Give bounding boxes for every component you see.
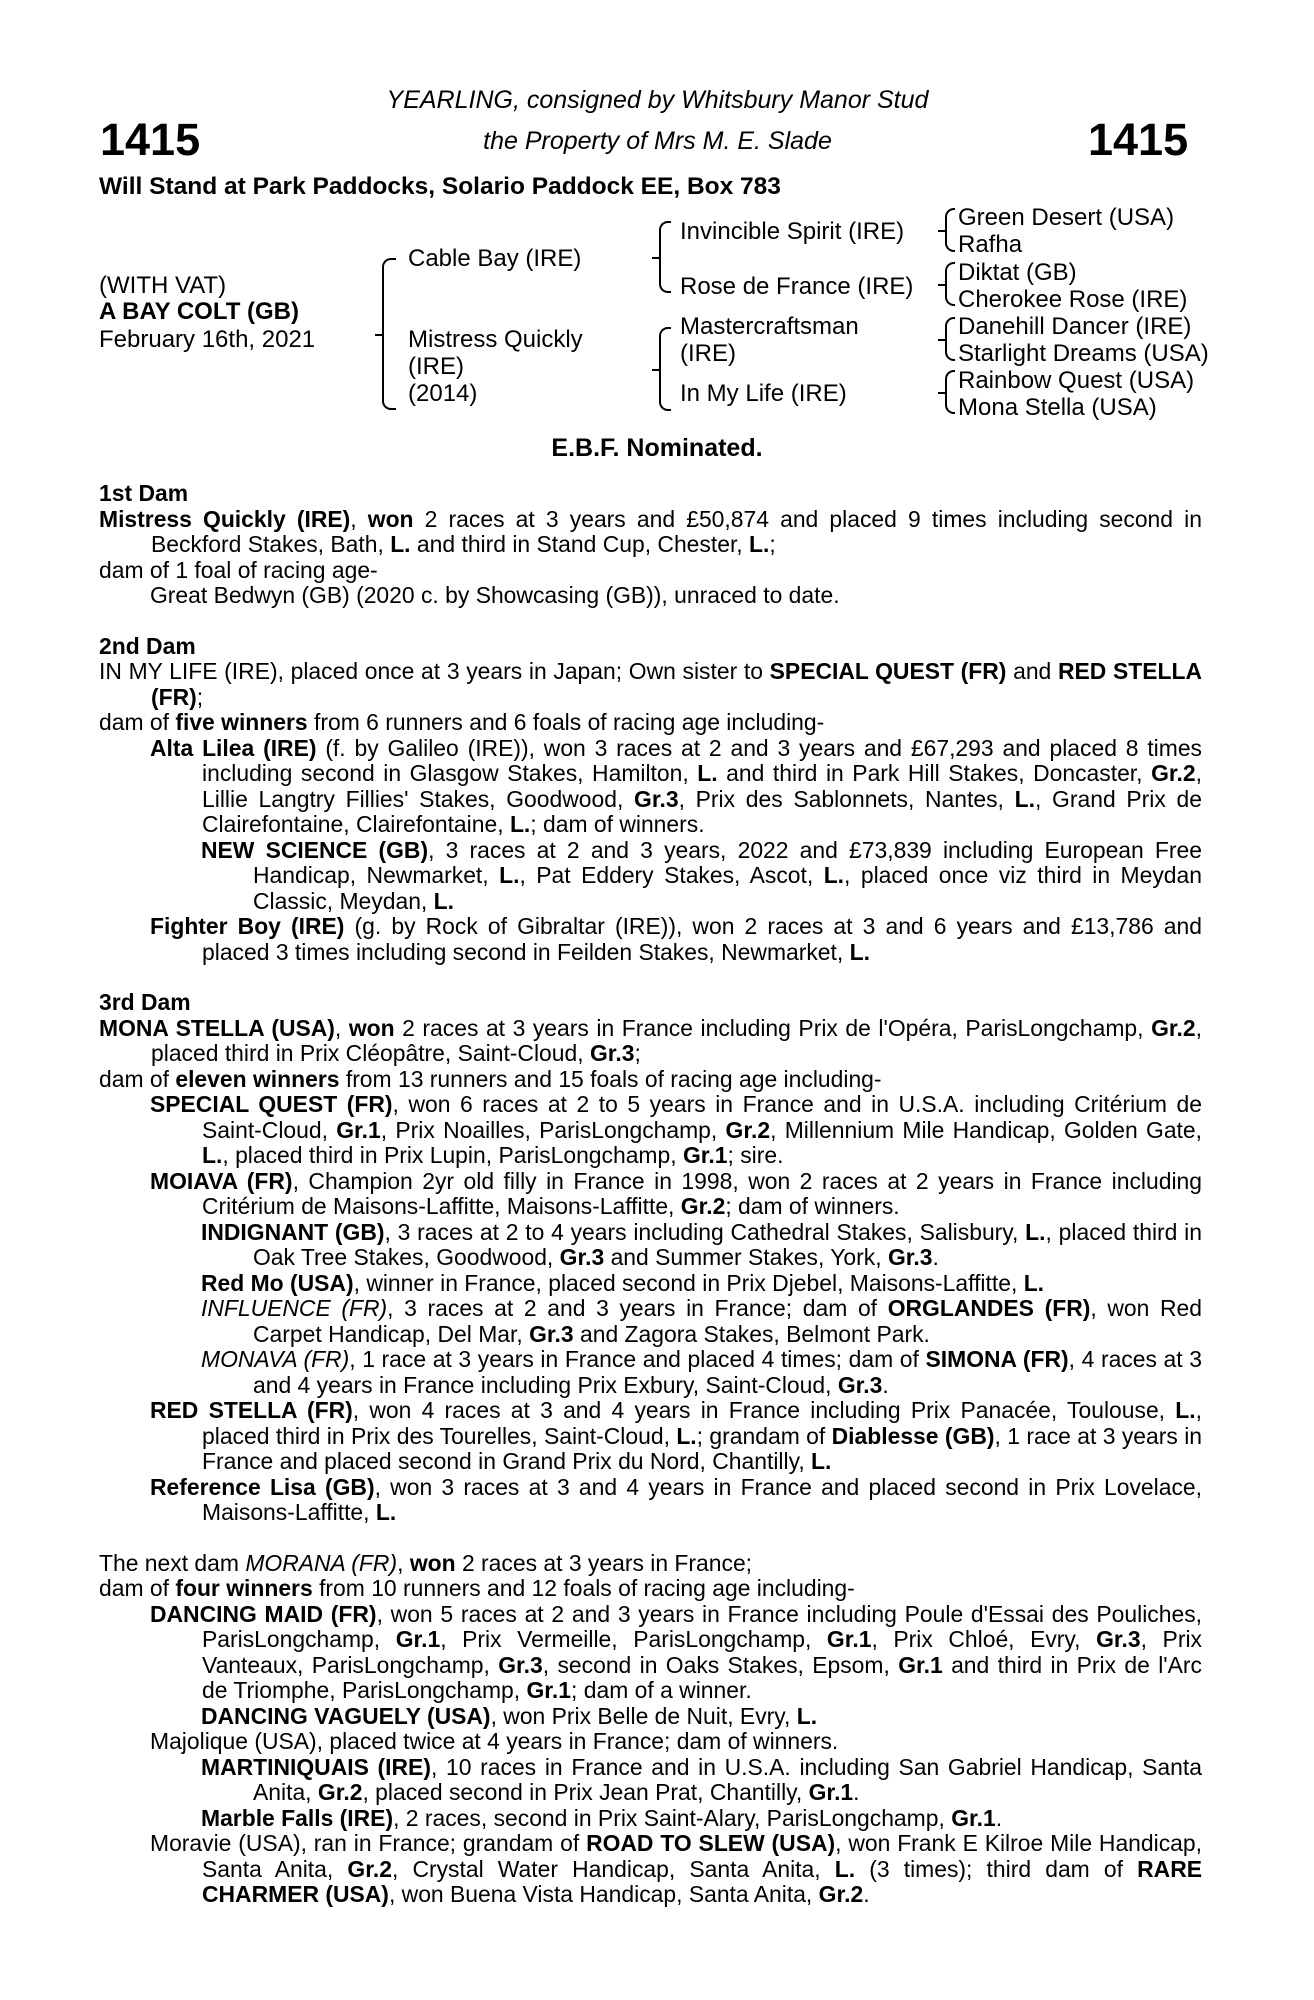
produce-indignant: INDIGNANT (GB), 3 races at 2 to 4 years including Cathedral Stakes, Salisbury, L., placed third in Oak Tree Stakes, Goodwood, Gr.3 and Summer Stakes, York, Gr.3. bbox=[201, 1218, 1202, 1270]
sire-sire-sire: Green Desert (USA) bbox=[958, 204, 1175, 231]
subject-foaled: February 16th, 2021 bbox=[99, 326, 316, 353]
dam-sire-sire: Danehill Dancer (IRE) bbox=[958, 313, 1192, 340]
sd-brace bbox=[945, 262, 955, 306]
property-line: the Property of Mrs M. E. Slade bbox=[483, 127, 832, 155]
sire-brace bbox=[659, 221, 671, 293]
dam-dam: In My Life (IRE) bbox=[680, 380, 847, 407]
sire-dam-dam: Cherokee Rose (IRE) bbox=[958, 286, 1188, 313]
sire-name: Cable Bay (IRE) bbox=[408, 245, 582, 272]
produce-martiniquais: MARTINIQUAIS (IRE), 10 races in France and in U.S.A. including San Gabriel Handicap, Santa Anita, Gr.2, placed second in Prix Jean Prat, Chantilly, Gr.1. bbox=[201, 1753, 1202, 1805]
sire-dam: Rose de France (IRE) bbox=[680, 273, 914, 300]
next-dam-record: The next dam MORANA (FR), won 2 races at 3 years in France; bbox=[99, 1549, 753, 1576]
dam-name-2: (IRE) bbox=[408, 353, 464, 380]
vat-note: (WITH VAT) bbox=[99, 272, 227, 299]
catalogue-body bbox=[99, 481, 1202, 1908]
stand-location: Will Stand at Park Paddocks, Solario Paddock EE, Box 783 bbox=[99, 173, 781, 200]
dam-name-1: Mistress Quickly bbox=[408, 326, 583, 353]
produce-majolique: Majolique (USA), placed twice at 4 years in France; dam of winners. bbox=[150, 1728, 839, 1754]
ebf-nominated: E.B.F. Nominated. bbox=[551, 434, 763, 462]
produce-reference-lisa: Reference Lisa (GB), won 3 races at 3 and 4 years in France and placed second in Prix Lovelace, Maisons-Laffitte, L. bbox=[150, 1473, 1202, 1525]
sire-dam-sire: Diktat (GB) bbox=[958, 259, 1077, 286]
first-dam-foals: dam of 1 foal of racing age- bbox=[99, 556, 378, 583]
dam-sire-2: (IRE) bbox=[680, 340, 736, 367]
second-dam-produce-summary: dam of five winners from 6 runners and 6 foals of racing age including- bbox=[99, 709, 825, 735]
produce-alta-lilea: Alta Lilea (IRE) (f. by Galileo (IRE)), won 3 races at 2 and 3 years and £67,293 and placed 8 times including second in Glasgow Stakes, Hamilton, L. and third in Park Hill Stakes, Doncaster, Gr.2, Lillie Langtry Fillies' Stakes, Goodwood, Gr.3, Prix des Sablonnets, Nantes, L., Grand Prix de Clairefontaine, Clairefontaine, L.; dam of winners. bbox=[150, 734, 1203, 837]
consignor-line: YEARLING, consigned by Whitsbury Manor Stud bbox=[386, 86, 929, 114]
produce-marble-falls: Marble Falls (IRE), 2 races, second in Prix Saint-Alary, ParisLongchamp, Gr.1. bbox=[201, 1804, 1003, 1831]
ss-brace bbox=[945, 208, 955, 252]
lot-number-left: 1415 bbox=[100, 114, 201, 165]
produce-new-science: NEW SCIENCE (GB), 3 races at 2 and 3 years, 2022 and £73,839 including European Free Handicap, Newmarket, L., Pat Eddery Stakes, Ascot, L., placed once viz third in Meydan Classic, Meydan, L. bbox=[201, 836, 1202, 914]
pedigree-brace bbox=[382, 258, 396, 410]
produce-fighter-boy: Fighter Boy (IRE) (g. by Rock of Gibraltar (IRE)), won 2 races at 3 and 6 years and £13,786 and placed 3 times including second in Feilden Stakes, Newmarket, L. bbox=[150, 913, 1202, 965]
first-dam-heading: 1st Dam bbox=[99, 480, 189, 506]
dam-dam-sire: Rainbow Quest (USA) bbox=[958, 367, 1195, 394]
ds-brace bbox=[945, 317, 955, 361]
dam-brace bbox=[659, 327, 671, 411]
produce-monava: MONAVA (FR), 1 race at 3 years in France and placed 4 times; dam of SIMONA (FR), 4 races at 3 and 4 years in France including Prix Exbury, Saint-Cloud, Gr.3. bbox=[201, 1346, 1202, 1398]
first-dam-foal-1: Great Bedwyn (GB) (2020 c. by Showcasing (GB)), unraced to date. bbox=[150, 582, 840, 608]
dd-brace bbox=[945, 370, 955, 414]
dam-sire-1: Mastercraftsman bbox=[680, 313, 859, 340]
produce-red-stella: RED STELLA (FR), won 4 races at 3 and 4 years in France including Prix Panacée, Toulouse, L., placed third in Prix des Tourelles, Saint-Cloud, L.; grandam of Diablesse (GB), 1 race at 3 years in France and placed second in Grand Prix du Nord, Chantilly, L. bbox=[150, 1397, 1203, 1474]
sire-sire: Invincible Spirit (IRE) bbox=[680, 218, 905, 245]
produce-dancing-vaguely: DANCING VAGUELY (USA), won Prix Belle de Nuit, Evry, L. bbox=[201, 1702, 818, 1729]
lot-number-right: 1415 bbox=[1088, 114, 1189, 165]
dam-sire-dam: Starlight Dreams (USA) bbox=[958, 340, 1209, 367]
dam-dam-dam: Mona Stella (USA) bbox=[958, 394, 1157, 421]
produce-dancing-maid: DANCING MAID (FR), won 5 races at 2 and 3 years in France including Poule d'Essai des Pouliches, ParisLongchamp, Gr.1, Prix Vermeille, ParisLongchamp, Gr.1, Prix Chloé, Evry, Gr.3, Prix Vanteaux, ParisLongchamp, Gr.3, second in Oaks Stakes, Epsom, Gr.1 and third in Prix de l'Arc de Triomphe, ParisLongchamp, Gr.1; dam of a winner. bbox=[150, 1600, 1202, 1703]
third-dam-heading: 3rd Dam bbox=[99, 989, 191, 1015]
third-dam-record: MONA STELLA (USA), won 2 races at 3 years in France including Prix de l'Opéra, ParisLongchamp, Gr.2, placed third in Prix Cléopâtre, Saint-Cloud, Gr.3; bbox=[99, 1014, 1202, 1066]
produce-moiava: MOIAVA (FR), Champion 2yr old filly in France in 1998, won 2 races at 2 years in France including Critérium de Maisons-Laffitte, Maisons-Laffitte, Gr.2; dam of winners. bbox=[150, 1167, 1202, 1219]
first-dam-record: Mistress Quickly (IRE), won 2 races at 3 years and £50,874 and placed 9 times including second in Beckford Stakes, Bath, L. and third in Stand Cup, Chester, L.; bbox=[99, 505, 1202, 557]
produce-influence: INFLUENCE (FR), 3 races at 2 and 3 years in France; dam of ORGLANDES (FR), won Red Carpet Handicap, Del Mar, Gr.3 and Zagora Stakes, Belmont Park. bbox=[201, 1295, 1202, 1347]
sire-sire-dam: Rafha bbox=[958, 231, 1023, 258]
produce-special-quest: SPECIAL QUEST (FR), won 6 races at 2 to 5 years in France and in U.S.A. including Critérium de Saint-Cloud, Gr.1, Prix Noailles, ParisLongchamp, Gr.2, Millennium Mile Handicap, Golden Gate, L., placed third in Prix Lupin, ParisLongchamp, Gr.1; sire. bbox=[150, 1091, 1203, 1168]
produce-red-mo: Red Mo (USA), winner in France, placed second in Prix Djebel, Maisons-Laffitte, L. bbox=[201, 1269, 1045, 1296]
third-dam-produce-summary: dam of eleven winners from 13 runners and 15 foals of racing age including- bbox=[99, 1065, 882, 1092]
produce-moravie: Moravie (USA), ran in France; grandam of ROAD TO SLEW (USA), won Frank E Kilroe Mile Handicap, Santa Anita, Gr.2, Crystal Water Handicap, Santa Anita, L. (3 times); third dam of RARE CHARMER (USA), won Buena Vista Handicap, Santa Anita, Gr.2. bbox=[150, 1830, 1203, 1907]
second-dam-heading: 2nd Dam bbox=[99, 632, 196, 659]
dam-foaled-year: (2014) bbox=[408, 380, 478, 407]
next-dam-produce-summary: dam of four winners from 10 runners and 12 foals of racing age including- bbox=[99, 1575, 855, 1601]
subject-name: A BAY COLT (GB) bbox=[99, 298, 300, 325]
second-dam-record: IN MY LIFE (IRE), placed once at 3 years in Japan; Own sister to SPECIAL QUEST (FR) and RED STELLA (FR); bbox=[99, 658, 1202, 710]
